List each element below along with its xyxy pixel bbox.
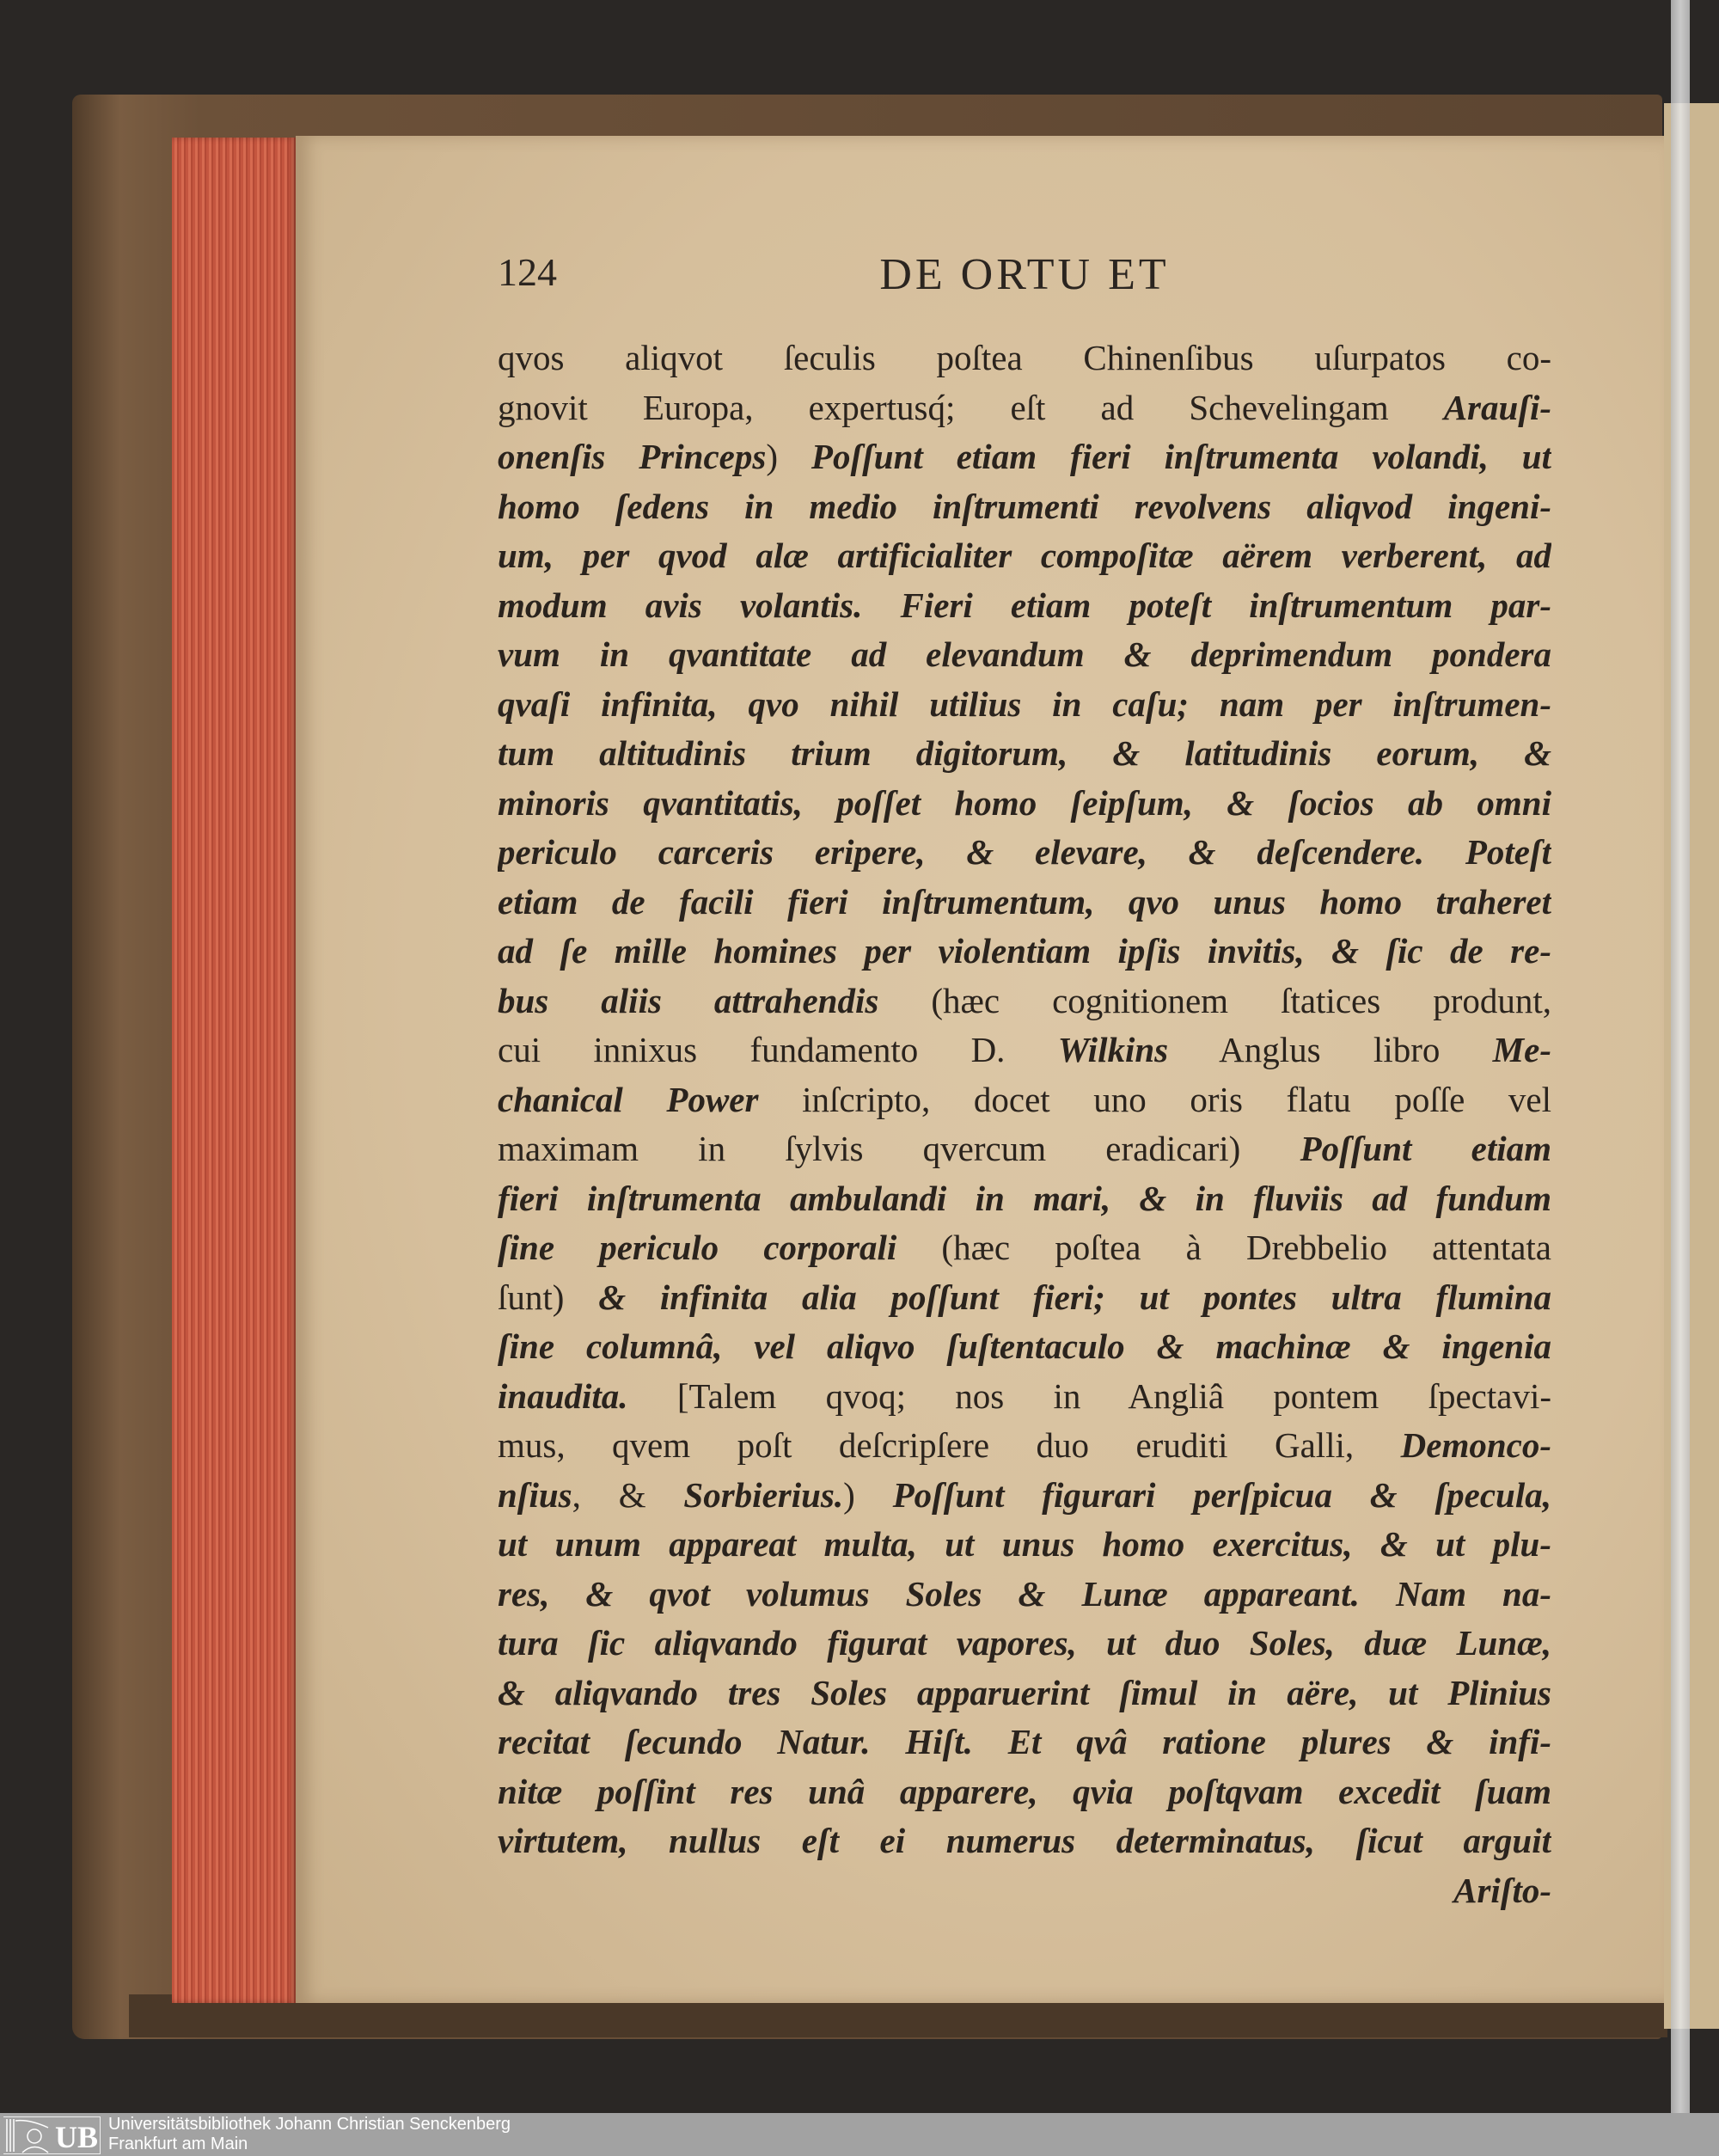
text-line xyxy=(498,927,1551,977)
italic-text-segment: nſius xyxy=(498,1474,572,1515)
roman-text-segment: (hæc cognitionem ſtatices produnt, xyxy=(878,980,1551,1020)
italic-text-segment: onenſis Princeps xyxy=(498,437,767,476)
italic-text-segment: ad ſe mille homines per violentiam ipſis invitis, & ſic de re- xyxy=(498,931,1551,971)
text-line xyxy=(498,1619,1551,1669)
italic-text-segment: virtutem, nullus eſt ei numerus determinatus, ſicut arguit xyxy=(498,1821,1551,1860)
roman-text-segment: inſcripto, docet uno oris flatu poſſe vel xyxy=(758,1079,1551,1119)
text-line xyxy=(498,1866,1551,1916)
ub-logo xyxy=(3,2116,101,2154)
text-line xyxy=(498,680,1551,730)
text-line xyxy=(498,828,1551,878)
roman-text-segment: ) xyxy=(843,1474,893,1515)
italic-text-segment: & aliqvando tres Soles apparuerint ſimul in aëre, ut Plinius xyxy=(498,1672,1551,1712)
italic-text-segment: ſine columnâ, vel aliqvo ſuſtentaculo & machinæ & ingenia xyxy=(498,1326,1551,1366)
italic-text-segment: Poſſunt etiam xyxy=(1300,1129,1551,1168)
italic-text-segment: tura ſic aliqvando figurat vapores, ut duo Soles, duæ Lunæ, xyxy=(498,1623,1551,1663)
page-header xyxy=(498,249,1551,301)
italic-text-segment: Wilkins xyxy=(1057,1030,1169,1069)
text-line xyxy=(498,581,1551,631)
page-holder-strip xyxy=(1671,0,1690,2113)
italic-text-segment: Me- xyxy=(1492,1030,1551,1069)
text-line xyxy=(498,977,1551,1026)
italic-text-segment: minoris qvantitatis, poſſet homo ſeipſum, & ſocios ab omni xyxy=(498,782,1551,823)
text-line xyxy=(498,432,1551,482)
text-line xyxy=(498,1816,1551,1866)
text-line xyxy=(498,1174,1551,1224)
italic-text-segment: vum in qvantitate ad elevandum & deprimendum pondera xyxy=(498,634,1551,674)
italic-text-segment: Arauſi- xyxy=(1443,387,1551,427)
text-line xyxy=(498,779,1551,829)
page-body-text xyxy=(498,334,1551,1915)
roman-text-segment: ſunt) xyxy=(498,1277,599,1317)
italic-text-segment: recitat ſecundo Natur. Hiſt. Et qvâ ratione plures & infi- xyxy=(498,1722,1551,1761)
italic-text-segment: homo ſedens in medio inſtrumenti revolvens aliqvod ingeni- xyxy=(498,486,1551,526)
text-line xyxy=(498,878,1551,928)
roman-text-segment: mus, qvem poſt deſcripſere duo eruditi Galli, xyxy=(498,1425,1401,1465)
text-line xyxy=(498,1124,1551,1174)
italic-text-segment: Ariſto- xyxy=(1453,1870,1551,1910)
text-line xyxy=(498,1669,1551,1718)
text-line xyxy=(498,1273,1551,1323)
text-line xyxy=(498,1520,1551,1570)
italic-text-segment: um, per qvod alæ artificialiter compoſitæ aërem verberent, ad xyxy=(498,536,1551,575)
library-city: Frankfurt am Main xyxy=(108,2135,248,2153)
logo-portrait-icon xyxy=(3,2117,53,2153)
text-line xyxy=(498,1471,1551,1521)
italic-text-segment: fieri inſtrumenta ambulandi in mari, & in fluviis ad fundum xyxy=(498,1178,1551,1218)
italic-text-segment: qvaſi infinita, qvo nihil utilius in caſu; nam per inſtrumen- xyxy=(498,683,1551,724)
text-line xyxy=(498,482,1551,532)
library-name: Universitätsbibliothek Johann Christian Senckenberg xyxy=(108,2115,511,2134)
text-line xyxy=(498,630,1551,680)
text-line xyxy=(498,1718,1551,1767)
text-line xyxy=(498,1421,1551,1471)
italic-text-segment: res, & qvot volumus Soles & Lunæ appareant. Nam na- xyxy=(498,1573,1551,1614)
italic-text-segment: nitæ poſſint res unâ apparere, qvia poſtqvam excedit ſuam xyxy=(498,1771,1551,1811)
roman-text-segment: cui innixus fundamento D. xyxy=(498,1030,1058,1069)
text-line xyxy=(498,1372,1551,1422)
text-line xyxy=(498,1322,1551,1372)
roman-text-segment: Anglus libro xyxy=(1168,1030,1493,1069)
italic-text-segment: & infinita alia poſſunt fieri; ut pontes ultra flumina xyxy=(598,1277,1551,1317)
italic-text-segment: chanical Power xyxy=(498,1079,759,1119)
italic-text-segment: tum altitudinis trium digitorum, & latitudinis eorum, & xyxy=(498,733,1551,773)
footer-bar xyxy=(0,2113,1719,2156)
italic-text-segment: modum avis volantis. Fieri etiam poteſt inſtrumentum par- xyxy=(498,585,1551,625)
italic-text-segment: etiam de facili fieri inſtrumentum, qvo unus homo traheret xyxy=(498,881,1551,922)
text-line xyxy=(498,1223,1551,1273)
italic-text-segment: Poſſunt figurari perſpicua & ſpecula, xyxy=(892,1474,1551,1515)
page-number: 124 xyxy=(498,250,557,294)
italic-text-segment: ut unum appareat multa, ut unus homo exercitus, & ut plu- xyxy=(498,1524,1551,1564)
text-line xyxy=(498,383,1551,433)
roman-text-segment: [Talem qvoq; nos in Angliâ pontem ſpectavi- xyxy=(627,1375,1551,1416)
roman-text-segment: , & xyxy=(572,1474,684,1515)
roman-text-segment: ) xyxy=(766,437,811,476)
italic-text-segment: Poſſunt etiam fieri inſtrumenta volandi, ut xyxy=(811,437,1551,476)
roman-text-segment: gnovit Europa, expertusq́; eſt ad Schevelingam xyxy=(498,387,1444,427)
logo-text: UB xyxy=(55,2120,99,2154)
text-line xyxy=(498,334,1551,383)
text-line xyxy=(498,1026,1551,1075)
italic-text-segment: inaudita. xyxy=(498,1375,628,1416)
roman-text-segment: (hæc poſtea à Drebbelio attentata xyxy=(896,1228,1551,1267)
running-head: DE ORTU ET xyxy=(879,250,1170,299)
text-line xyxy=(498,1075,1551,1125)
text-line xyxy=(498,729,1551,779)
red-page-edges xyxy=(172,138,297,2003)
text-line xyxy=(498,1570,1551,1620)
italic-text-segment: periculo carceris eripere, & elevare, & deſcendere. Poteſt xyxy=(498,832,1551,872)
italic-text-segment: Sorbierius. xyxy=(683,1474,844,1515)
italic-text-segment: ſine periculo corporali xyxy=(498,1228,897,1267)
roman-text-segment: qvos aliqvot ſeculis poſtea Chinenſibus uſurpatos co- xyxy=(498,338,1551,377)
text-line xyxy=(498,531,1551,581)
italic-text-segment: bus aliis attrahendis xyxy=(498,980,879,1020)
text-line xyxy=(498,1767,1551,1817)
roman-text-segment: maximam in ſylvis qvercum eradicari) xyxy=(498,1129,1300,1168)
italic-text-segment: Demonco- xyxy=(1400,1425,1551,1465)
